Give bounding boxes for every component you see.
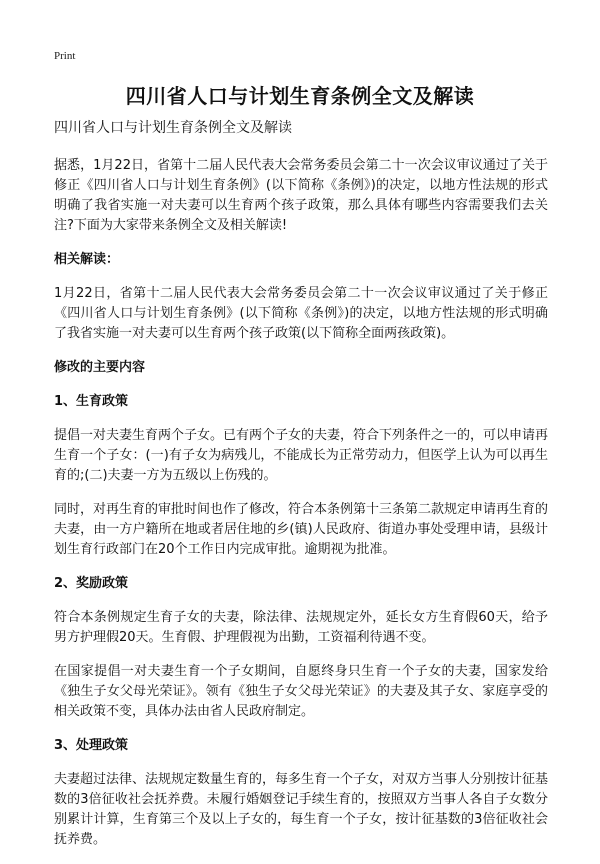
section-paragraph: 提倡一对夫妻生育两个子女。已有两个子女的夫妻，符合下列条件之一的，可以申请再生育一个子女：(一)有子女为病残儿，不能成长为正常劳动力，但医学上认为可以再生育的;(二)夫妻一方为五级以上伤残的。 bbox=[54, 428, 549, 483]
section-heading-reward-policy: 2、奖励政策 bbox=[54, 576, 129, 591]
related-paragraph: 1月22日，省第十二届人民代表大会常务委员会第二十一次会议审议通过了关于修正《四川省人口与计划生育条例》(以下简称《条例》)的决定，以地方性法规的形式明确了我省实施一对夫妻可以生育两个孩子政策(以下简称全面两孩政策)。 bbox=[54, 286, 548, 341]
related-heading: 相关解读： bbox=[54, 252, 120, 267]
print-link[interactable]: Print bbox=[54, 50, 76, 62]
article-body bbox=[54, 118, 548, 864]
page-title: 四川省人口与计划生育条例全文及解读 bbox=[125, 84, 475, 108]
section-paragraph: 夫妻超过法律、法规规定数量生育的，每多生育一个子女，对双方当事人分别按计征基数的3倍征收社会抚养费。未履行婚姻登记手续生育的，按照双方当事人各自子女数分别累计计算，生育第三个及以上子女的，每生育一个子女，按计征基数的3倍征收社会抚养费。 bbox=[54, 772, 549, 847]
section-paragraph: 在国家提倡一对夫妻生育一个子女期间，自愿终身只生育一个子女的夫妻，国家发给《独生子女父母光荣证》。领有《独生子女父母光荣证》的夫妻及其子女、家庭享受的相关政策不变，具体办法由省人民政府制定。 bbox=[54, 664, 548, 719]
section-heading-birth-policy: 1、生育政策 bbox=[54, 394, 129, 409]
intro-paragraph: 据悉，1月22日，省第十二届人民代表大会常务委员会第二十一次会议审议通过了关于修正《四川省人口与计划生育条例》(以下简称《条例》)的决定，以地方性法规的形式明确了我省实施一对夫妻可以生育两个孩子政策，那么具体有哪些内容需要我们去关注?下面为大家带来条例全文及相关解读! bbox=[54, 158, 548, 233]
main-changes-heading: 修改的主要内容 bbox=[54, 360, 146, 375]
article-subtitle: 四川省人口与计划生育条例全文及解读 bbox=[54, 120, 292, 136]
section-paragraph: 同时，对再生育的审批时间也作了修改，符合本条例第十三条第二款规定申请再生育的夫妻，由一方户籍所在地或者居住地的乡(镇)人民政府、街道办事处受理申请，县级计划生育行政部门在20个工作日内完成审批。逾期视为批准。 bbox=[54, 502, 549, 557]
section-heading-penalty-policy: 3、处理政策 bbox=[54, 738, 129, 753]
section-paragraph: 符合本条例规定生育子女的夫妻，除法律、法规规定外，延长女方生育假60天，给予男方护理假20天。生育假、护理假视为出勤，工资福利待遇不变。 bbox=[54, 610, 548, 645]
